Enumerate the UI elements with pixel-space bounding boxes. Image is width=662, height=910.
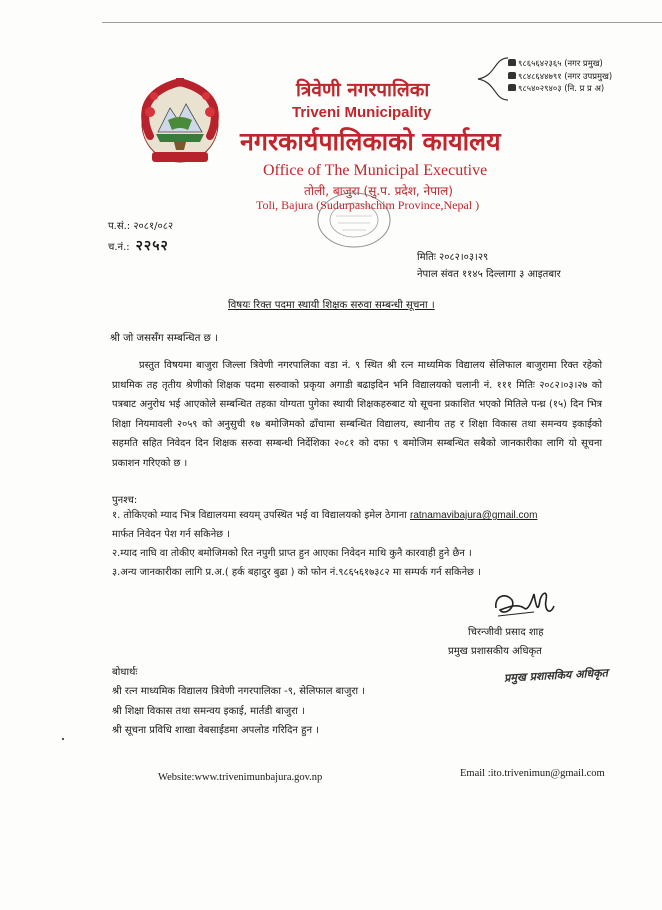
body-paragraph: प्रस्तुत विषयमा बाजुरा जिल्ला त्रिवेणी नगरपालिका वडा नं. ९ स्थित श्री रत्न माध्यमिक विद्यालय सेलिफाल बाजुरामा रिक्त रहेको प्राथमिक तह तृतीय श्रेणीको शिक्षक पदमा सरुवाको प्रकृया अगाडी बढाइदिन भनि विद्यालयको चलानी नं. १११ मितिः २०८२।०३।२७ को पत्रबाट अनुरोध भई आएकोले सम्बन्धित तहका योग्यता पुगेका स्थायी शिक्षकहरुबाट यो सूचना प्रकाशित भएको मितिले पन्ध्र (१५) दिन भित्र शिक्षा नियमावली २०५९ को अनुसुची १७ बमोजिमको ढाँचामा सम्बन्धित विद्यालय, स्थानीय तह र शिक्षा विकास तथा समन्वय इकाईको सहमति सहित निवेदन दिन शिक्षक सरुवा सम्बन्धी निर्देशिका २०८१ को दफा ९ बमोजिम सम्बन्धित सबैको जानकारीका लागि यो सूचना प्रकाशन गरिएको छ । bbox=[112, 360, 602, 469]
office-name-np: नगरकार्यपालिकाको कार्यालय bbox=[240, 127, 501, 156]
postscript-point-3: ३.अन्य जानकारीका लागि प्र.अ.( हर्क बहादुर बुढा ) को फोन नं.९८६५६१७३८२ मा सम्पर्क गर्न सकिनेछ । bbox=[112, 567, 481, 578]
cc-item: श्री शिक्षा विकास तथा समन्वय इकाई, मार्तडी बाजुरा । bbox=[112, 705, 305, 717]
reference-cn: च.नं.: २२५२ bbox=[108, 238, 169, 254]
address-en: Toli, Bajura (Sudurpashchim Province,Nepal ) bbox=[256, 198, 480, 212]
postscript-point-2: २.म्याद नाघि वा तोकीए बमोजिमको रित नपुगी प्राप्त हुन आएका निवेदन माथि कुनै कारवाही हुने छैन । bbox=[112, 548, 472, 559]
phone-icon bbox=[508, 59, 516, 66]
signature-icon bbox=[490, 586, 560, 622]
reference-ps: प.सं.: २०८१/०८२ bbox=[108, 221, 174, 232]
nepal-emblem-icon bbox=[134, 78, 226, 174]
date-line: मितिः २०८२।०३।२९ bbox=[417, 252, 489, 263]
signatory-name: चिरन्जीवी प्रसाद शाह bbox=[468, 627, 544, 638]
phone-list bbox=[508, 57, 612, 95]
postscript-point-1-cont: मार्फत निवेदन पेश गर्न सकिनेछ । bbox=[112, 529, 230, 540]
salutation: श्री जो जससँग सम्बन्धित छ । bbox=[110, 333, 218, 344]
address-np: तोली, बाजुरा (सु.प. प्रदेश, नेपाल) bbox=[304, 184, 453, 198]
subject-line: विषयः रिक्त पदमा स्थायी शिक्षक सरुवा सम्बन्धी सूचना । bbox=[228, 300, 435, 311]
phone-deputy-mayor: ९८४८६४४७९१ (नगर उपप्रमुख) bbox=[508, 70, 612, 83]
municipality-name-en: Triveni Municipality bbox=[292, 104, 432, 121]
phone-icon bbox=[508, 72, 516, 79]
school-email-link[interactable]: ratnamavibajura@gmail.com bbox=[409, 510, 538, 521]
top-rule bbox=[102, 22, 662, 23]
signatory-title: प्रमुख प्रशासकीय अधिकृत bbox=[448, 646, 542, 657]
phone-cao: ९८५४०२९४०३ (नि. प्र प्र अ) bbox=[508, 82, 612, 95]
office-name-en: Office of The Municipal Executive bbox=[263, 162, 488, 179]
signatory-stamp: प्रमुख प्रशासकिय अधिकृत bbox=[503, 666, 609, 685]
cc-item: श्री सूचना प्रविधि शाखा वेबसाईडमा अपलोड गरिदिन हुन । bbox=[112, 725, 319, 736]
dispatch-number: २२५२ bbox=[135, 238, 169, 254]
phone-icon bbox=[508, 84, 516, 91]
postscript-points bbox=[112, 506, 604, 582]
footer-website[interactable]: Website:www.trivenimunbajura.gov.np bbox=[158, 772, 323, 783]
cc-label: बोधार्थः bbox=[112, 667, 138, 678]
office-stamp-icon bbox=[314, 190, 394, 252]
municipality-name-np: त्रिवेणी नगरपालिका bbox=[296, 79, 430, 101]
phone-mayor: ९८६५६४२३६५ (नगर प्रमुख) bbox=[508, 57, 612, 70]
footer-email[interactable]: Email :ito.trivenimun@gmail.com bbox=[460, 768, 605, 779]
postscript-label: पुनश्च: bbox=[112, 495, 138, 506]
postscript-point-1: १. तोकिएको म्याद भित्र विद्यालयमा स्वयम् उपस्थित भई वा विद्यालयको इमेल ठेगाना ratnamavibajura@gmail.com bbox=[112, 510, 538, 521]
cc-item: श्री रत्न माध्यमिक विद्यालय त्रिवेणी नगरपालिका -९, सेलिफाल बाजुरा । bbox=[112, 686, 366, 697]
stray-dot bbox=[62, 738, 64, 740]
curly-brace-icon bbox=[476, 56, 510, 102]
nepal-sambat-date: नेपाल संवत ११४५ दिल्लागा ३ आइतबार bbox=[417, 269, 561, 280]
cc-list bbox=[112, 682, 365, 741]
